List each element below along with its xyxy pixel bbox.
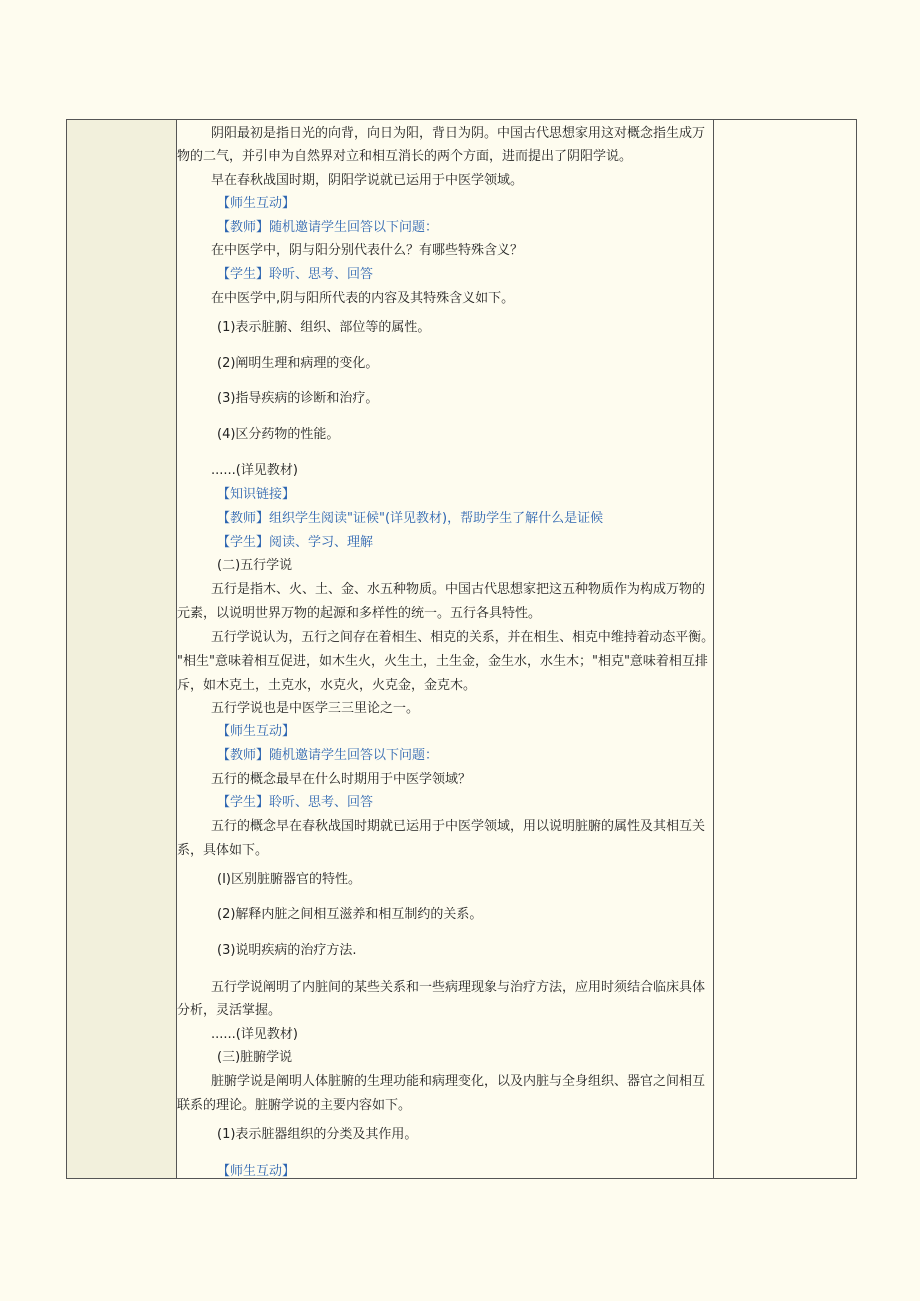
body-text-line: (二)五行学说: [217, 558, 293, 573]
interaction-label: 【教师】随机邀请学生回答以下问题：: [217, 748, 439, 763]
right-column-cell: [713, 120, 856, 1178]
body-text-line: 斥，如木克土，土克水，水克火，火克金，金克木。: [177, 678, 477, 693]
body-text-line: (3)说明疾病的治疗方法.: [217, 943, 357, 958]
interaction-label: 【师生互动】: [217, 724, 296, 739]
lesson-table: [66, 119, 857, 1179]
interaction-label: 【师生互动】: [217, 1164, 296, 1179]
body-text-line: 阴阳最初是指日光的向背，向日为阳，背日为阴。中国古代思想家用这对概念指生成万: [211, 126, 706, 141]
body-text-line: "相生"意味着相互促进，如木生火，火生土，土生金，金生水，水生木；"相克"意味着相互排: [177, 654, 708, 669]
body-text-line: (1)表示脏器组织的分类及其作用。: [217, 1127, 418, 1142]
body-text-line: (三)脏腑学说: [217, 1050, 293, 1065]
body-text-line: (4)区分药物的性能。: [217, 427, 340, 442]
body-text-line: 五行的概念早在春秋战国时期就已运用于中医学领域，用以说明脏腑的属性及其相互关: [211, 819, 706, 834]
body-text-line: 系，具体如下。: [177, 843, 269, 858]
left-column-cell: [67, 120, 177, 1178]
body-text-line: 元素，以说明世界万物的起源和多样性的统一。五行各具特性。: [177, 606, 542, 621]
body-text-line: (2)阐明生理和病理的变化。: [217, 356, 379, 371]
body-text-line: 物的二气，并引申为自然界对立和相互消长的两个方面，进而提出了阴阳学说。: [177, 149, 633, 164]
interaction-label: 【教师】组织学生阅读"证候"(详见教材)，帮助学生了解什么是证候: [217, 511, 604, 526]
interaction-label: 【师生互动】: [217, 196, 296, 211]
interaction-label: 【学生】阅读、学习、理解: [217, 535, 374, 550]
body-text-line: 五行是指木、火、土、金、水五种物质。中国古代思想家把这五种物质作为构成万物的: [211, 582, 706, 597]
body-text-line: 早在春秋战国时期，阴阳学说就已运用于中医学领域。: [211, 173, 524, 188]
body-text-line: 五行学说阐明了内脏间的某些关系和一些病理现象与治疗方法，应用时须结合临床具体: [211, 980, 706, 995]
body-text-line: 脏腑学说是阐明人体脏腑的生理功能和病理变化，以及内脏与全身组织、器官之间相互: [211, 1074, 706, 1089]
interaction-label: 【学生】聆听、思考、回答: [217, 795, 374, 810]
body-text-line: (1)表示脏腑、组织、部位等的属性。: [217, 320, 431, 335]
body-text-line: (I)区别脏腑器官的特性。: [217, 872, 361, 887]
body-text-line: (3)指导疾病的诊断和治疗。: [217, 391, 379, 406]
body-text-line: ......(详见教材): [211, 1027, 298, 1042]
interaction-label: 【学生】聆听、思考、回答: [217, 267, 374, 282]
body-text-line: 五行的概念最早在什么时期用于中医学领域？: [211, 772, 472, 787]
body-text-line: 五行学说也是中医学三三里论之一。: [211, 701, 420, 716]
body-text-line: ......(详见教材): [211, 463, 298, 478]
interaction-label: 【知识链接】: [217, 487, 296, 502]
body-text-line: 在中医学中，阴与阳分别代表什么？有哪些特殊含义？: [211, 243, 524, 258]
body-text-line: (2)解释内脏之间相互滋养和相互制约的关系。: [217, 907, 483, 922]
interaction-label: 【教师】随机邀请学生回答以下问题：: [217, 220, 439, 235]
body-text-line: 在中医学中,阴与阳所代表的内容及其特殊含义如下。: [211, 291, 515, 306]
body-text-line: 分析，灵活掌握。: [177, 1003, 282, 1018]
body-text-line: 联系的理论。脏腑学说的主要内容如下。: [177, 1098, 412, 1113]
body-text-line: 五行学说认为，五行之间存在着相生、相克的关系，并在相生、相克中维持着动态平衡。: [211, 630, 715, 645]
